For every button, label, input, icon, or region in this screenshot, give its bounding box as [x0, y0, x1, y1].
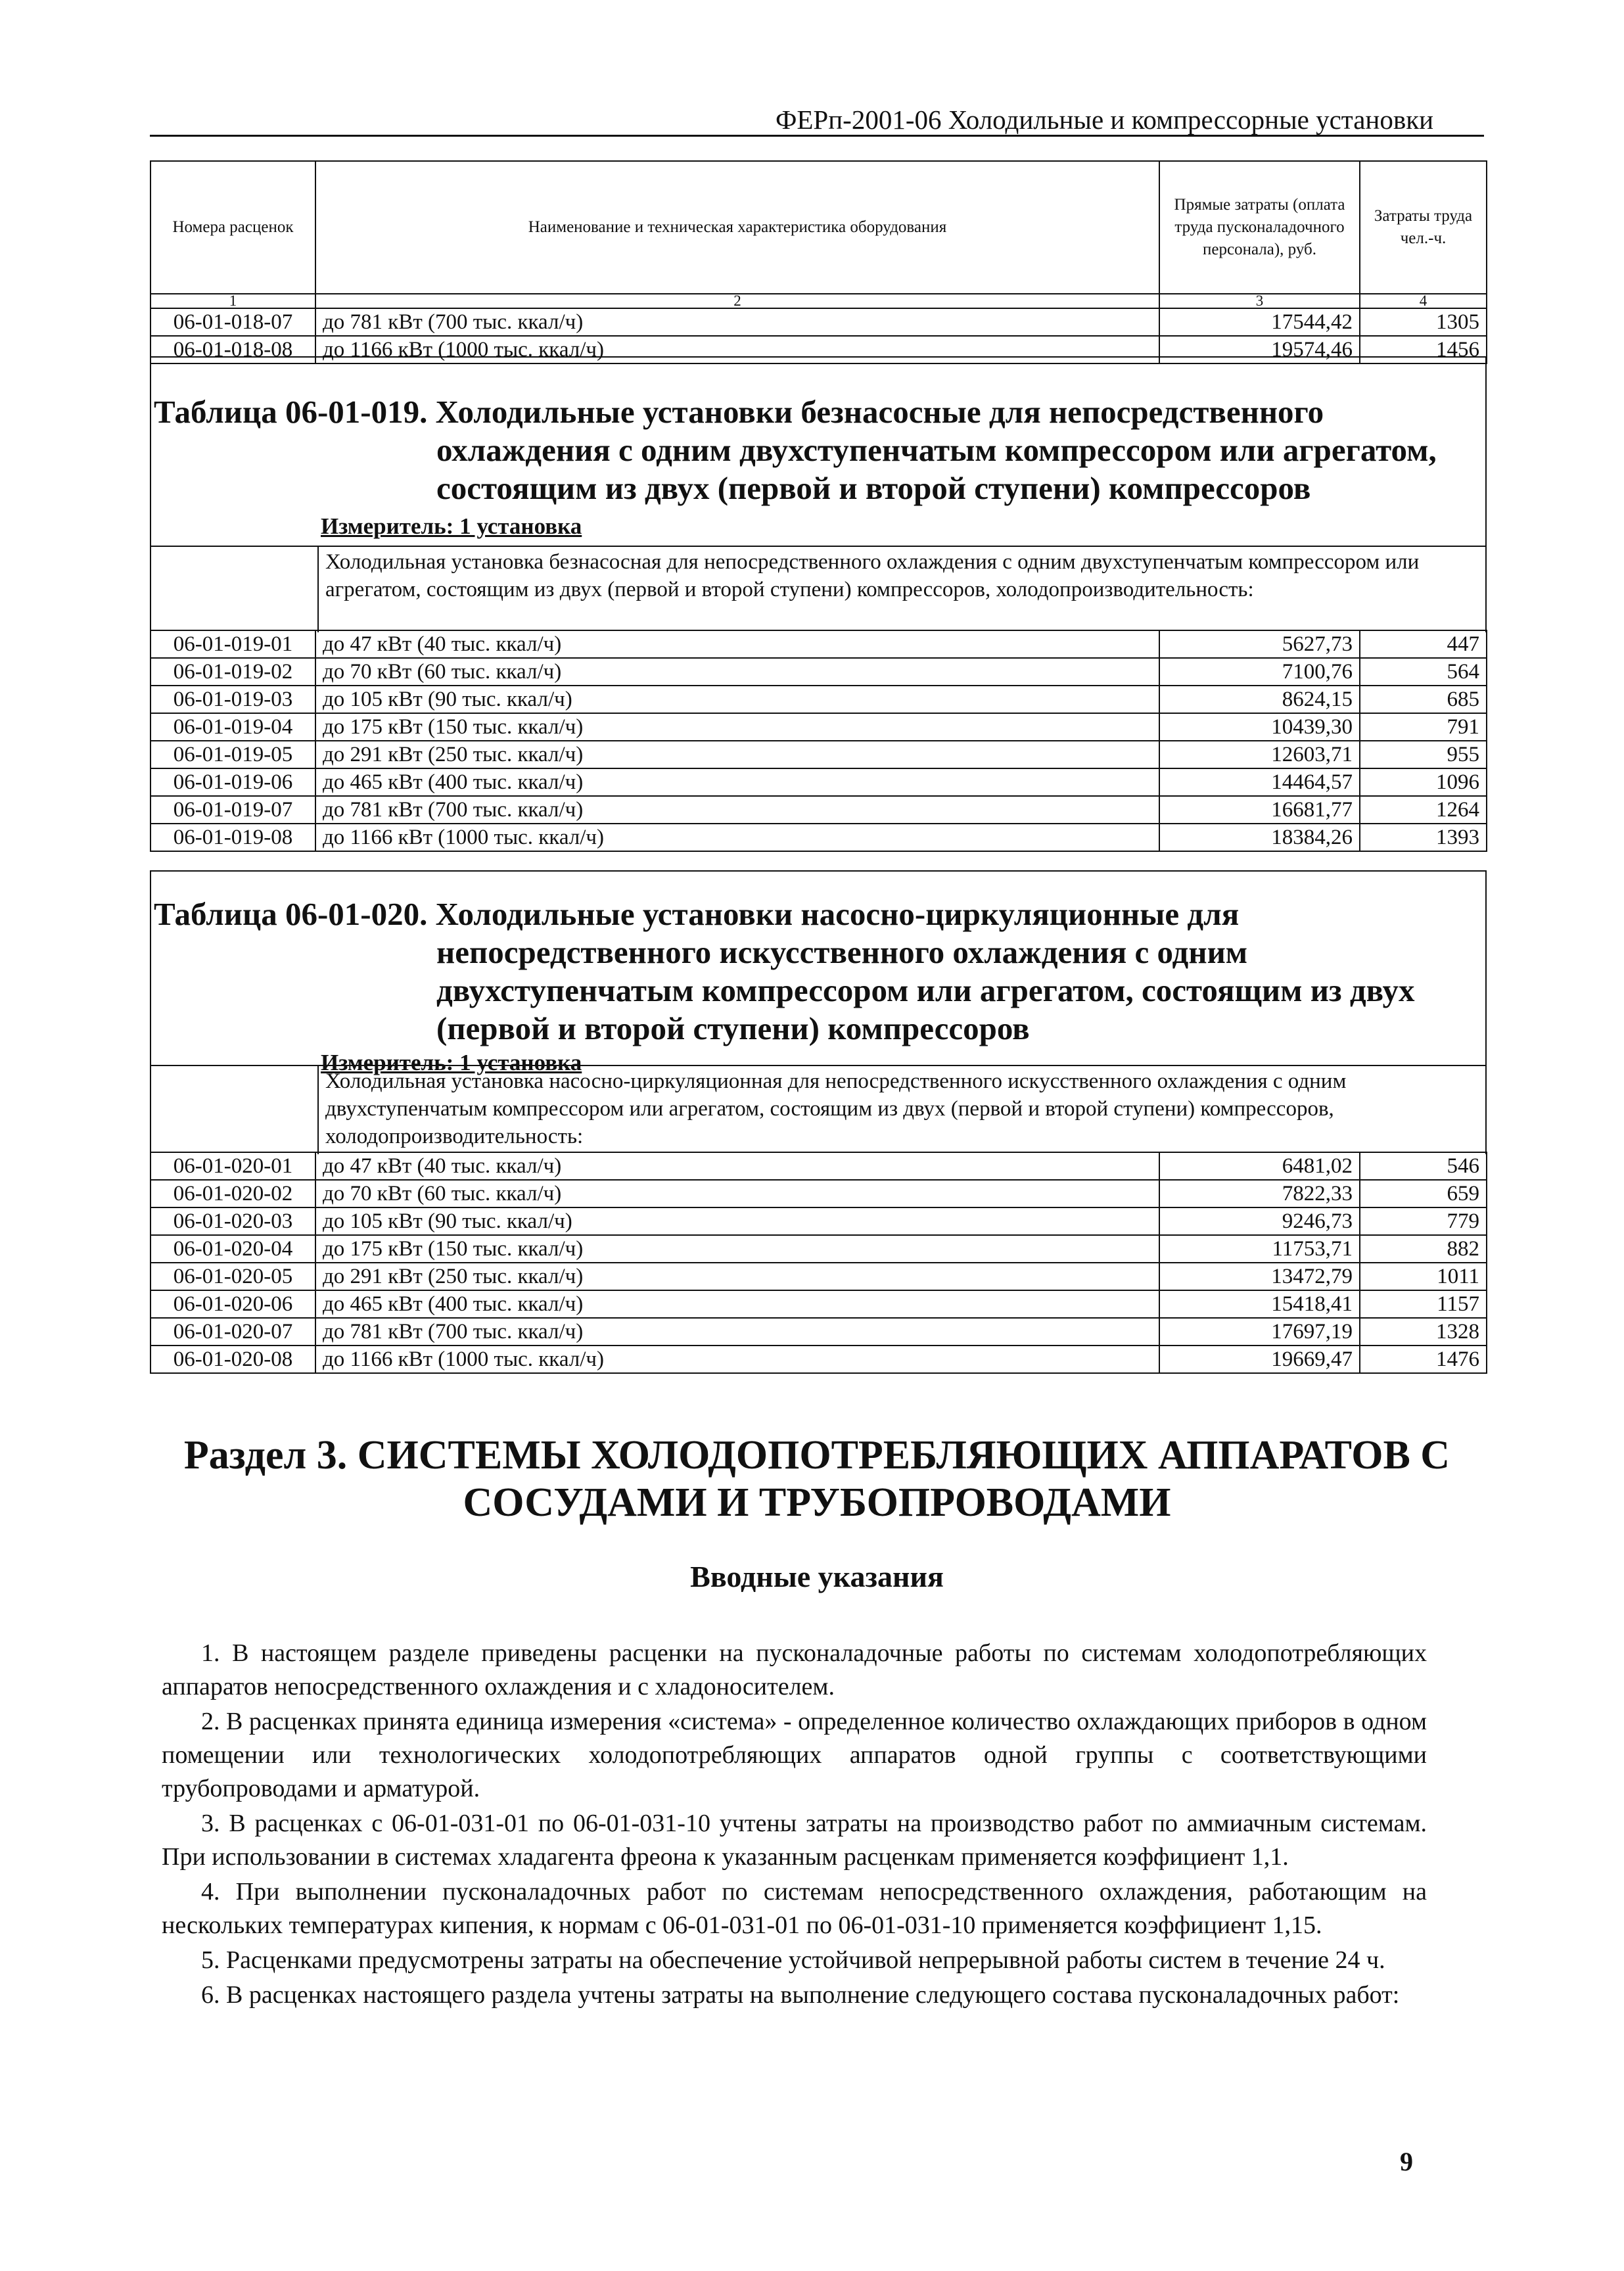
paragraph: 2. В расценках принята единица измерения «система» - определенное количество охлаждающих приборов в одном помещении или технологических холодопотребляющих аппаратов одной группы с соответствующими трубопроводами и арматурой. [162, 1708, 1427, 1802]
table-020-title [151, 895, 1485, 1048]
row-code: 06-01-020-01 [151, 1152, 315, 1180]
row-code: 06-01-019-05 [151, 741, 315, 768]
row-cost: 19669,47 [1159, 1346, 1360, 1373]
table-020-title-line-2: непосредственного искусственного охлаждения с одним [436, 934, 1248, 970]
table-018 [150, 160, 1487, 364]
col-number: 4 [1360, 294, 1487, 308]
col-header-name: Наименование и техническая характеристика оборудования [315, 161, 1159, 294]
row-code: 06-01-020-02 [151, 1180, 315, 1207]
row-name: до 105 кВт (90 тыс. ккал/ч) [315, 1207, 1159, 1235]
row-labor: 447 [1360, 630, 1487, 658]
row-labor: 1305 [1360, 308, 1487, 336]
row-code: 06-01-019-01 [151, 630, 315, 658]
row-name: до 291 кВт (250 тыс. ккал/ч) [315, 741, 1159, 768]
row-code: 06-01-020-04 [151, 1235, 315, 1263]
table-019-description: Холодильная установка безнасосная для непосредственного охлаждения с одним двухступенчатым компрессором или агрегатом, состоящим из двух (первой и второй ступени) компрессоров, холодопроизводительность: [317, 547, 1485, 632]
row-cost: 17544,42 [1159, 308, 1360, 336]
row-cost: 15418,41 [1159, 1290, 1360, 1318]
table-row [151, 713, 1487, 741]
row-name: до 47 кВт (40 тыс. ккал/ч) [315, 630, 1159, 658]
paragraph: 6. В расценках настоящего раздела учтены затраты на выполнение следующего состава пусконаладочных работ: [201, 1981, 1400, 2009]
row-labor: 791 [1360, 713, 1487, 741]
table-row [151, 1235, 1487, 1263]
row-code: 06-01-019-04 [151, 713, 315, 741]
col-number: 2 [315, 294, 1159, 308]
row-code: 06-01-020-05 [151, 1263, 315, 1290]
row-name: до 175 кВт (150 тыс. ккал/ч) [315, 713, 1159, 741]
table-019-title [151, 393, 1485, 507]
row-labor: 1264 [1360, 796, 1487, 824]
row-code: 06-01-018-07 [151, 308, 315, 336]
row-code: 06-01-019-08 [151, 824, 315, 851]
table-row [151, 1207, 1487, 1235]
row-cost: 7822,33 [1159, 1180, 1360, 1207]
table-019-title-line-2: охлаждения с одним двухступенчатым компрессором или агрегатом, [436, 432, 1437, 468]
row-name: до 291 кВт (250 тыс. ккал/ч) [315, 1263, 1159, 1290]
row-cost: 5627,73 [1159, 630, 1360, 658]
col-header-cost: Прямые затраты (оплата труда пусконаладочного персонала), руб. [1159, 161, 1360, 294]
table-019-measure: Измеритель: 1 установка [321, 513, 582, 539]
row-code: 06-01-020-08 [151, 1346, 315, 1373]
section-title [150, 1432, 1484, 1526]
table-row [151, 686, 1487, 713]
col-header-labor: Затраты труда чел.-ч. [1360, 161, 1487, 294]
table-020-description: Холодильная установка насосно-циркуляционная для непосредственного искусственного охлаждения с одним двухступенчатым компрессором или агрегатом, состоящим из двух (первой и второй ступени) компрессоров, холодопроизводительность: [317, 1066, 1485, 1154]
row-labor: 685 [1360, 686, 1487, 713]
row-name: до 47 кВт (40 тыс. ккал/ч) [315, 1152, 1159, 1180]
table-row [151, 1318, 1487, 1346]
row-code: 06-01-019-03 [151, 686, 315, 713]
row-cost: 17697,19 [1159, 1318, 1360, 1346]
table-019-desc-box [150, 546, 1487, 632]
table-row [151, 1290, 1487, 1318]
header-rule [150, 135, 1484, 137]
row-labor: 955 [1360, 741, 1487, 768]
row-labor: 779 [1360, 1207, 1487, 1235]
row-labor: 1393 [1360, 824, 1487, 851]
table-019-title-lead: Таблица 06-01-019. [154, 394, 428, 430]
table-row [151, 630, 1487, 658]
table-020-title-lead: Таблица 06-01-020. [154, 896, 428, 932]
row-labor: 1157 [1360, 1290, 1487, 1318]
row-code: 06-01-020-07 [151, 1318, 315, 1346]
col-header-code: Номера расценок [151, 161, 315, 294]
table-020-desc-box [150, 1065, 1487, 1154]
row-code: 06-01-018-08 [151, 336, 315, 363]
paragraph: 4. При выполнении пусконаладочных работ по системам непосредственного охлаждения, работающим на нескольких температурах кипения, к нормам с 06-01-031-01 по 06-01-031-10 применяется коэффициент 1,15. [162, 1878, 1427, 1939]
row-labor: 659 [1360, 1180, 1487, 1207]
row-code: 06-01-020-03 [151, 1207, 315, 1235]
running-header: ФЕРп-2001-06 Холодильные и компрессорные установки [776, 105, 1434, 135]
table-row [151, 658, 1487, 686]
row-labor: 1456 [1360, 336, 1487, 363]
table-019-title-line-1: Холодильные установки безнасосные для непосредственного [435, 394, 1324, 430]
table-row [151, 1152, 1487, 1180]
page-number: 9 [1400, 2147, 1413, 2176]
row-cost: 7100,76 [1159, 658, 1360, 686]
row-name: до 70 кВт (60 тыс. ккал/ч) [315, 658, 1159, 686]
row-labor: 882 [1360, 1235, 1487, 1263]
row-name: до 1166 кВт (1000 тыс. ккал/ч) [315, 1346, 1159, 1373]
row-labor: 1476 [1360, 1346, 1487, 1373]
paragraph: 3. В расценках с 06-01-031-01 по 06-01-031-10 учтены затраты на производство работ по аммиачным системам. При использовании в системах хладагента фреона к указанным расценкам применяется коэффициент 1,1. [162, 1810, 1427, 1871]
row-code: 06-01-019-02 [151, 658, 315, 686]
paragraph: 5. Расценками предусмотрены затраты на обеспечение устойчивой непрерывной работы систем в течение 24 ч. [201, 1946, 1385, 1974]
row-cost: 10439,30 [1159, 713, 1360, 741]
table-row [151, 824, 1487, 851]
table-row [151, 741, 1487, 768]
paragraph: 1. В настоящем разделе приведены расценки на пусконаладочные работы по системам холодопотребляющих аппаратов непосредственного охлаждения и с хладоносителем. [162, 1639, 1427, 1700]
row-name: до 465 кВт (400 тыс. ккал/ч) [315, 768, 1159, 796]
row-code: 06-01-019-06 [151, 768, 315, 796]
row-name: до 70 кВт (60 тыс. ккал/ч) [315, 1180, 1159, 1207]
row-cost: 14464,57 [1159, 768, 1360, 796]
section-title-line-1: Раздел 3. СИСТЕМЫ ХОЛОДОПОТРЕБЛЯЮЩИХ АППАРАТОВ С [183, 1433, 1450, 1478]
table-019 [150, 630, 1487, 852]
table-row [151, 768, 1487, 796]
row-code: 06-01-020-06 [151, 1290, 315, 1318]
row-code: 06-01-019-07 [151, 796, 315, 824]
row-name: до 1166 кВт (1000 тыс. ккал/ч) [315, 824, 1159, 851]
table-020-title-line-1: Холодильные установки насосно-циркуляционные для [435, 896, 1240, 932]
row-labor: 1328 [1360, 1318, 1487, 1346]
table-row [151, 1263, 1487, 1290]
row-cost: 6481,02 [1159, 1152, 1360, 1180]
row-cost: 18384,26 [1159, 824, 1360, 851]
table-019-title-box [150, 356, 1487, 548]
row-cost: 9246,73 [1159, 1207, 1360, 1235]
table-020-title-box [150, 870, 1487, 1075]
section-subtitle: Вводные указания [690, 1560, 944, 1593]
row-name: до 781 кВт (700 тыс. ккал/ч) [315, 796, 1159, 824]
row-cost: 16681,77 [1159, 796, 1360, 824]
row-cost: 13472,79 [1159, 1263, 1360, 1290]
table-row [151, 308, 1487, 336]
col-number: 1 [151, 294, 315, 308]
row-name: до 781 кВт (700 тыс. ккал/ч) [315, 1318, 1159, 1346]
row-labor: 546 [1360, 1152, 1487, 1180]
row-labor: 1096 [1360, 768, 1487, 796]
row-labor: 564 [1360, 658, 1487, 686]
intro-paragraphs [162, 1637, 1427, 2013]
col-number: 3 [1159, 294, 1360, 308]
row-cost: 19574,46 [1159, 336, 1360, 363]
table-019-title-line-3: состоящим из двух (первой и второй ступени) компрессоров [436, 470, 1311, 506]
table-020-title-line-4: (первой и второй ступени) компрессоров [436, 1010, 1030, 1046]
row-cost: 11753,71 [1159, 1235, 1360, 1263]
table-row [151, 1346, 1487, 1373]
row-labor: 1011 [1360, 1263, 1487, 1290]
row-name: до 175 кВт (150 тыс. ккал/ч) [315, 1235, 1159, 1263]
row-name: до 105 кВт (90 тыс. ккал/ч) [315, 686, 1159, 713]
row-cost: 8624,15 [1159, 686, 1360, 713]
table-row [151, 796, 1487, 824]
row-name: до 465 кВт (400 тыс. ккал/ч) [315, 1290, 1159, 1318]
table-020-measure: Измеритель: 1 установка [321, 1050, 582, 1075]
row-name: до 781 кВт (700 тыс. ккал/ч) [315, 308, 1159, 336]
row-name: до 1166 кВт (1000 тыс. ккал/ч) [315, 336, 1159, 363]
table-020 [150, 1152, 1487, 1374]
table-020-title-line-3: двухступенчатым компрессором или агрегатом, состоящим из двух [436, 972, 1415, 1008]
table-row [151, 1180, 1487, 1207]
section-title-line-2: СОСУДАМИ И ТРУБОПРОВОДАМИ [463, 1480, 1171, 1525]
row-cost: 12603,71 [1159, 741, 1360, 768]
